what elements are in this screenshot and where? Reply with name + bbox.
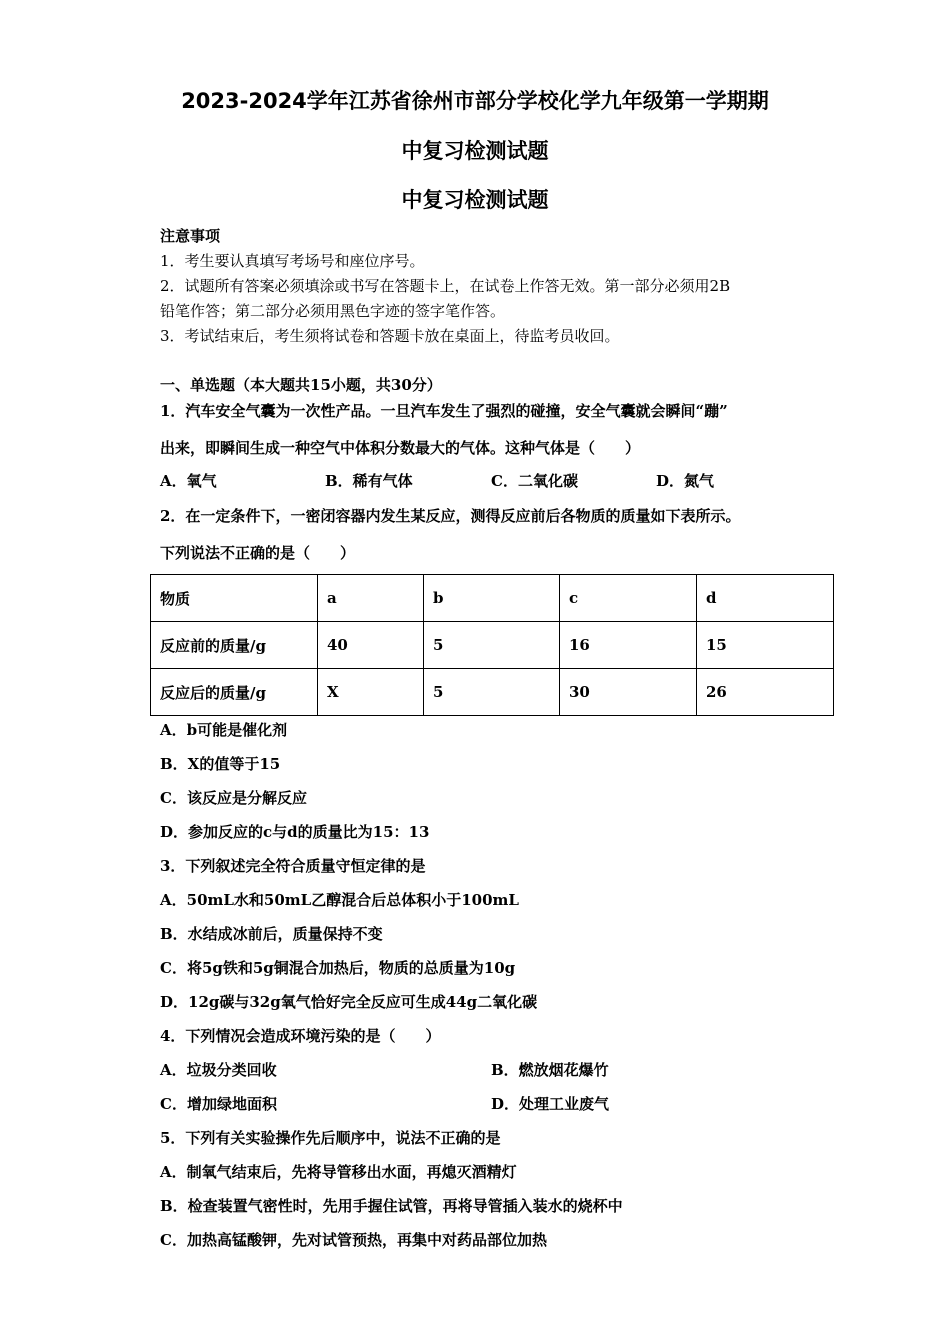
table-cell: 物质: [151, 575, 318, 622]
table-cell: d: [697, 575, 834, 622]
notes-item: 1．考生要认真填写考场号和座位序号。: [160, 252, 425, 270]
title-line-3: 中复习检测试题: [401, 188, 549, 212]
table-cell: c: [560, 575, 697, 622]
q5-option-c: C．加热高锰酸钾，先对试管预热，再集中对药品部位加热: [160, 1231, 547, 1249]
q3-stem: 3．下列叙述完全符合质量守恒定律的是: [160, 857, 426, 875]
title-line-1: 2023-2024学年江苏省徐州市部分学校化学九年级第一学期期: [181, 89, 769, 113]
q3-option-c: C．将5g铁和5g铜混合加热后，物质的总质量为10g: [160, 959, 516, 977]
section-heading: 一、单选题（本大题共15小题，共30分）: [160, 376, 442, 394]
q2-option-c: C．该反应是分解反应: [160, 789, 307, 807]
notes-item: 铅笔作答；第二部分必须用黑色字迹的签字笔作答。: [160, 302, 506, 320]
table-cell: a: [318, 575, 424, 622]
q1-option-b: B．稀有气体: [325, 472, 413, 490]
table-cell: X: [318, 669, 424, 716]
table-cell: 15: [697, 622, 834, 669]
q4-option-c: C．增加绿地面积: [160, 1095, 277, 1113]
notes-item: 3．考试结束后，考生须将试卷和答题卡放在桌面上，待监考员收回。: [160, 327, 620, 345]
table-cell: 5: [424, 622, 560, 669]
table-cell: 16: [560, 622, 697, 669]
notes-heading: 注意事项: [160, 227, 221, 245]
mass-table: [150, 574, 834, 716]
q1-option-c: C．二氧化碳: [491, 472, 578, 490]
table-row: [151, 575, 834, 622]
q2-option-a: A．b可能是催化剂: [160, 721, 288, 739]
q1-stem-line2: 出来，即瞬间生成一种空气中体积分数最大的气体。这种气体是（ ）: [160, 439, 641, 457]
table-cell: 5: [424, 669, 560, 716]
q4-option-a: A．垃圾分类回收: [160, 1061, 277, 1079]
table-cell: 26: [697, 669, 834, 716]
q4-option-b: B．燃放烟花爆竹: [491, 1061, 609, 1079]
table-row: [151, 669, 834, 716]
q5-option-b: B．检查装置气密性时，先用手握住试管，再将导管插入装水的烧杯中: [160, 1197, 623, 1215]
q5-option-a: A．制氧气结束后，先将导管移出水面，再熄灭酒精灯: [160, 1163, 517, 1181]
q4-stem: 4．下列情况会造成环境污染的是（ ）: [160, 1027, 441, 1045]
q2-stem-line2: 下列说法不正确的是（ ）: [160, 544, 356, 562]
table-row: [151, 622, 834, 669]
q2-stem-line1: 2．在一定条件下，一密闭容器内发生某反应，测得反应前后各物质的质量如下表所示。: [160, 507, 741, 525]
table-cell: 反应后的质量/g: [151, 669, 318, 716]
q1-option-d: D．氮气: [656, 472, 715, 490]
title-line-2: 中复习检测试题: [401, 139, 549, 163]
q4-option-d: D．处理工业废气: [491, 1095, 610, 1113]
table-cell: 30: [560, 669, 697, 716]
q3-option-a: A．50mL水和50mL乙醇混合后总体积小于100mL: [160, 891, 519, 909]
q3-option-b: B．水结成冰前后，质量保持不变: [160, 925, 383, 943]
q2-option-b: B．X的值等于15: [160, 755, 281, 773]
q1-stem-line1: 1．汽车安全气囊为一次性产品。一旦汽车发生了强烈的碰撞，安全气囊就会瞬间“蹦”: [160, 402, 728, 420]
q5-stem: 5．下列有关实验操作先后顺序中，说法不正确的是: [160, 1129, 501, 1147]
table-cell: b: [424, 575, 560, 622]
q3-option-d: D．12g碳与32g氧气恰好完全反应可生成44g二氧化碳: [160, 993, 538, 1011]
q2-option-d: D．参加反应的c与d的质量比为15：13: [160, 823, 430, 841]
notes-item: 2．试题所有答案必须填涂或书写在答题卡上，在试卷上作答无效。第一部分必须用2B: [160, 277, 731, 295]
table-cell: 反应前的质量/g: [151, 622, 318, 669]
q1-option-a: A．氧气: [160, 472, 217, 490]
table-cell: 40: [318, 622, 424, 669]
